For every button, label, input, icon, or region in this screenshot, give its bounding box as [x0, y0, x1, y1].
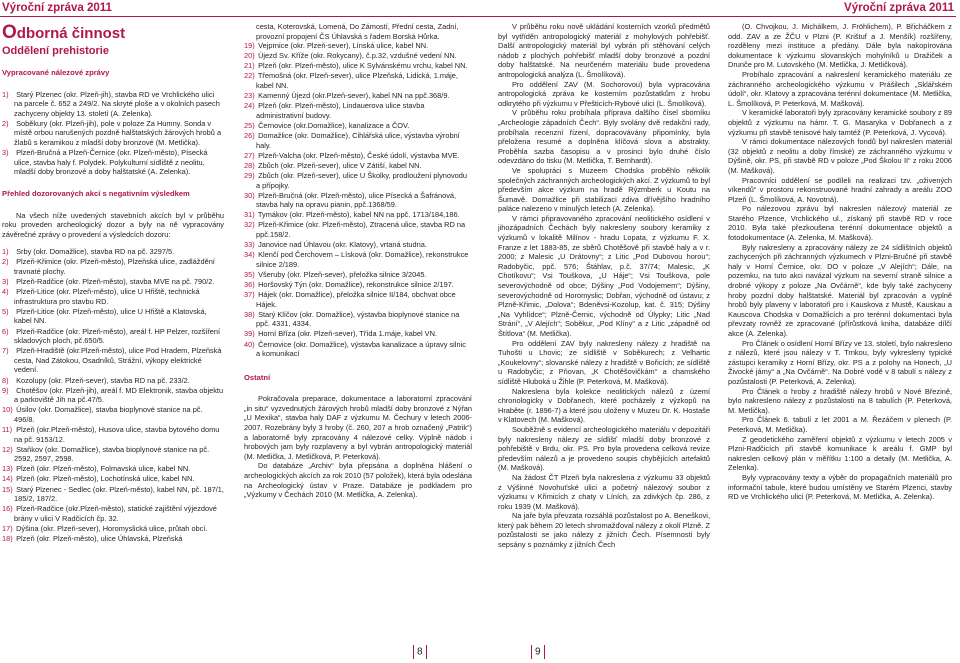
list-item — [2, 307, 224, 326]
list-item — [2, 504, 224, 523]
list-item — [2, 148, 224, 177]
column-2 — [244, 22, 472, 656]
section-heading: Vypracované nálezové zprávy — [2, 68, 110, 77]
list-item — [244, 71, 472, 90]
list-item — [244, 191, 472, 210]
list-item — [2, 277, 224, 287]
list-item — [244, 220, 472, 239]
paragraph: Pro oddělení ZAV (M. Sochorovou) byla vypracována antropologická zpráva ke kosterním pozůstatkům z hrobu odkrytého při výzkumu v Přešticích-Rybové ulici (L. Šmolíková). — [498, 79, 710, 108]
list-text: Třemošná (okr. Plzeň-sever), ulice Plzeňská, Lidická, 1.máje, kabel NN. — [256, 71, 458, 91]
paragraph: Na jaře byla převzata rozsáhlá pozůstalost po A. Beneškovi, který pak během 20 letech shromažďoval nálezy z okolí Plzně. Z pozůstalosti se jako nálezy z jižních Čech. Písemnosti byly sepsány s poznámky z jižních Čech — [498, 511, 710, 550]
list-number: 27) — [244, 150, 255, 160]
list-item — [244, 101, 472, 120]
paragraph: Do databáze „Archiv“ byla přepsána a doplněna hlášení o archeologických akcích za rok 2010 (57 položek), která byla odeslána na Archeologický ústav v Praze. Databáze je podkladem pro „Výzkumy v Čechách 2010 (M. Metlička, A. Zelenka). — [244, 461, 472, 500]
list-number: 30) — [244, 190, 255, 200]
list-item — [2, 405, 224, 424]
list-number: 31) — [244, 210, 255, 220]
list-number: 7) — [2, 346, 9, 356]
list-item — [244, 250, 472, 269]
list-item — [244, 51, 472, 61]
list-number: 3) — [2, 277, 9, 287]
list-item — [244, 210, 472, 220]
paragraph: Souběžně s evidencí archeologického materiálu v depozitáři byly nakresleny nálezy ze sídlišť mladší doby bronzové z pohřebiště v Brdu, okr. PS. Pro byla provedena celková revize především nálezů a je provedeno soupis chybějících artefaktů (M. Mašková). — [498, 424, 710, 473]
list-number: 29) — [244, 170, 255, 180]
list-text: Plzeň (okr. Plzeň-město), ulice K Sylvánskému vrchu, kabel NN. — [258, 61, 468, 71]
list-text: Úsilov (okr. Domažlice), stavba bioplynové stanice na pč. 496/8. — [14, 405, 203, 424]
list-item — [2, 445, 224, 464]
list-number: 8) — [2, 375, 9, 385]
list-item — [2, 386, 224, 405]
list-item — [2, 287, 224, 306]
list-item — [244, 131, 472, 150]
list-number: 26) — [244, 131, 255, 141]
list-item — [2, 257, 224, 276]
paragraph: Na žádost ČT Plzeň byla nakreslena z výzkumu 33 objektů z Výšinné Novohuťské ulici a početný nálezový soubor z výzkumu v Křimicích z chaty v Líních, za zdivkých čp. 286, z roku 1939 (M. Mašková). — [498, 472, 710, 511]
list-item — [2, 327, 224, 346]
list-number: 25) — [244, 120, 255, 130]
list-text: Srby (okr. Domažlice), stavba RD na pč. 3297/5. — [16, 247, 175, 257]
list-text: Plzeň-Radčice (okr.Plzeň-město), statické zajištění výjezdové brány v ulici V Radčicích čp. 32. — [14, 504, 217, 523]
paragraph: Ve spolupráci s Muzeem Chodska proběhlo několik společných záchranných archeologických akcí. Z výzkumů to byl především akce výzkum na hradě Rýzmberk u Koutu na Šumavě. Domažlice při stabilizaci zdiva dřívějšího hradního paláce nalezeno v minulých letech (A. Zelenka). — [498, 165, 710, 214]
list-number: 12) — [2, 444, 13, 454]
list-number: 40) — [244, 339, 255, 349]
list-number: 4) — [2, 287, 9, 297]
paragraph: V keramické laboratoři byly zpracovány keramické soubory z 89 objektů z výzkumu na hámr. T. G. Masaryka v Dobřanech a z výzkumu při stavbě tenisové haly tamtéž (P. Peterková, J. Vycová). — [728, 108, 952, 137]
list-text: Plzeň-Litice (okr. Plzeň-město), ulice U Hřiště a Klatovská, kabel NN. — [14, 306, 207, 326]
list-number: 2) — [2, 118, 9, 128]
page-number: 9 — [528, 645, 548, 659]
list-number: 33) — [244, 240, 255, 250]
list-item — [2, 524, 224, 534]
list-text: Újezd Sv. Kříže (okr. Rokycany), č.p.32, vzdušné vedení NN. — [258, 51, 457, 61]
list-item — [2, 464, 224, 474]
department-title: Oddělení prehistorie — [2, 45, 109, 57]
list-item — [2, 425, 224, 444]
list-number: 28) — [244, 160, 255, 170]
list-number: 18) — [2, 534, 13, 544]
list-text: Plzeň-Radčice (okr. Plzeň-město), areál f. HP Pelzer, rozšíření skladových ploch, pč.650/5. — [14, 326, 221, 346]
list-item — [244, 151, 472, 161]
list-item — [244, 290, 472, 309]
list-text: Horšovský Týn (okr. Domažlice), rekonstrukce silnice 2/197. — [258, 279, 454, 289]
section-heading: Přehled dozorovaných akcí s negativním výsledkem — [2, 188, 190, 198]
paragraph: Pokračovala preparace, dokumentace a laboratorní zpracování „in situ“ vyzvednutých žárových hrobů mladší doby bronzové z Nýřan „U Mexika“, stavba haly DAF z výzkumu M. Čechury v letech 2006-2007. Rozebrány byly 3 hroby (č. 260, 207 a hrob označený „Patrik“) a laboratorně byly zpracovány 4 nálezové celky. Výplně nádob i hrobových jam byly rozplaveny a byl vybrán antropologický materiál (M. Metlička, J. Metličková, P. Peterková). — [244, 394, 472, 461]
list-item — [2, 534, 224, 544]
report-list — [2, 90, 224, 177]
list-number: 23) — [244, 91, 255, 101]
list-number: 14) — [2, 474, 13, 484]
list-item — [2, 376, 224, 386]
column-4 — [728, 22, 952, 656]
list-item — [2, 474, 224, 484]
list-text: Vejprnice (okr. Plzeň-sever), Línská ulice, kabel NN. — [258, 41, 429, 51]
list-item — [244, 161, 472, 171]
column-1 — [2, 24, 224, 658]
list-item — [244, 310, 472, 329]
list-number: 2) — [2, 257, 9, 267]
list-item — [244, 91, 472, 101]
list-text: Tymákov (okr. Plzeň-město), kabel NN na ppč. 1713/184,186. — [257, 210, 460, 220]
running-header: Výroční zpráva 2011 — [2, 2, 112, 14]
list-item — [2, 346, 224, 375]
paragraph: Byly nakresleny a zpracovány nálezy ze 24 sídlištních objektů zachycených při záchranných výzkumech v Plzni-Bručné při stavbě haly v Horní Černice, okr. DO v poloze „V Alejích“; Dále, na pozemku, na tuto akci navázal výzkum na severní straně silnice a drobné výkopy z poloze „Na Ovčárně“, kde byly také zachyceny hroby pozdní doby halštatské. Materiál byl zpracován a vyplně hrobů byly plaveny v laboratoři pro i Kauskova z Mustě, Kauskau a Kauscova Chodska v Domažlicích a pro terénní dokumentaci byla převzaty rovněž ze zpracované (přírůstková kniha, databáze dílčí akce (A. Zelenka). — [728, 242, 952, 338]
paragraph: Probíhalo zpracování a nakreslení keramického materiálu ze záchranného archeologického výzkumu v Prášilech „Sklářském údolí“, okr. Klatovy a zpracována terénní dokumentace (M. Metlička, L. Šmolíková, P. Peterková, M. Mašková). — [728, 69, 952, 108]
list-text: Soběkury (okr. Plzeň-jih), pole v poloze Za Humny. Sonda v místě orbou narušených pozdně halštatských žárových hrobů a žlabů s keramikou z mladší doby bronzové (M. Metlička). — [14, 118, 222, 148]
list-text: Plzeň-Bručná a Plzeň-Černice (okr. Plzeň-město), Písecká ulice, stavba haly f. Polydek. Polykulturní sídliště z neolitu, mladší doby bronzové a doby halštatské (A. Zelenka). — [14, 148, 208, 177]
running-header: Výroční zpráva 2011 — [844, 2, 954, 14]
list-number: 13) — [2, 464, 13, 474]
paragraph: Na všech níže uvedených stavebních akcích byl v průběhu roku proveden archeologický dozor a byly na ně vypracovány závěrečné zprávy o provedení a výsledcích dozoru: — [2, 210, 224, 239]
list-item — [244, 280, 472, 290]
list-text: Staňkov (okr. Domažlice), stavba bioplynové stanice na pč. 2592, 2597, 2598. — [14, 444, 210, 464]
list-number: 17) — [2, 523, 13, 533]
list-text: Starý Klíčov (okr. Domažlice), výstavba bioplynové stanice na ppč. 4331, 4334. — [256, 309, 460, 329]
paragraph: Nakreslena byla kolekce neolitických nálezů z území chronologicky v Dobřanech, které pocházely z výzkopů na Hraběte (r. 1896-7) a které jsou uloženy v Muzeu Dr. K. Hostaše v Klatovech (M. Mašková). — [498, 386, 710, 425]
list-item — [244, 340, 472, 359]
page-title: Odborná činnost — [2, 24, 126, 43]
list-text: Plzeň-Křimice (okr. Plzeň-město), Plzeňská ulice, zadláždění travnaté plochy. — [14, 257, 215, 276]
header-rule — [480, 16, 956, 17]
list-text: Plzeň-Hradiště (okr.Plzeň-město), ulice Pod Hradem, Plzeňská cesta, Nad Zátokou, Osadníků, Strážní, výkopy elektrické vedení. — [14, 346, 222, 375]
list-item — [244, 270, 472, 280]
list-text: Černovice (okr. Domažlice), výstavba kanalizace a úpravy silnic a komunikací — [256, 339, 466, 359]
list-text: Plzeň (okr. Plzeň-město), Folmavská ulice, kabel NN. — [16, 464, 191, 474]
right-page — [480, 0, 960, 663]
list-text: Plzeň (okr. Plzeň-město), Lochotínská ulice, kabel NN. — [16, 474, 195, 484]
list-item — [244, 121, 472, 131]
paragraph: V průběhu roku nově ukládání kosterních vzorků předmětů byl vytříděn antropologický materiál z mohylových pohřebišť. Další antropologický materiál byl vybrán při stěhování celých nádob z plochých pohřebišť mladší doby bronzové a pozdní doby halštatské. Na neurčeném materiálu bude provedena antropologická analýza (L. Šmolíková). — [498, 22, 710, 79]
page-number: 8 — [410, 645, 430, 659]
list-number: 32) — [244, 220, 255, 230]
paragraph: (O. Chvojkou, J. Michálkem, J. Fröhlichem), P. Břicháčkem z odd. ZAV a ze ŽČU v Plzni (P. Krištuf a J. Menšík) rozšířeny, rozděleny mezi instituce a předány. Dále byla nakopírována dokumentace k výzkumu slovanských mohylníků u Dražiček a Drunče pro M. Lutovského (M. Metlička, J. Metličková). — [728, 22, 952, 70]
paragraph: Pro Článek 6. tabulí z let 2001 a M. Řezáčem v plenech (P. Peterková, M. Metlička). — [728, 415, 952, 434]
list-text: Plzeň-Bručná (okr. Plzeň-město), ulice Písecká a Šafránová, stavba haly na opravu pianin, ppč.1368/59. — [256, 190, 457, 210]
list-number: 21) — [244, 61, 255, 71]
list-item — [2, 247, 224, 257]
list-text: Klenčí pod Čerchovem – Lísková (okr. Domažlice), rekonstrukce silnice 2/189. — [256, 250, 469, 269]
column-3 — [498, 22, 710, 656]
list-number: 24) — [244, 101, 255, 111]
list-text: Domažlice (okr. Domažlice), Cihlářská ulice, výstavba výrobní haly. — [256, 131, 460, 150]
list-item — [244, 329, 472, 339]
paragraph: Byly vypracovány texty a výběr do propagačních materiálů pro informační tabule, které budou umístěny ve Starém Plzenci, stavby RD ve Vrchlického ulici (P. Peterková, M. Metlička, A. Zelenka). — [728, 472, 952, 502]
list-text: Černovice (okr.Domažlice), kanalizace a ČOV. — [258, 120, 410, 130]
paragraph: Po nálezovou zprávu byl nakreslen nálezový materiál ze Starého Plzence, Vrchlického ul., získaný při stavbě RD v roce 2010. Byla také přezkoušena terénní dokumentace objektů a fotodokumentace (A. Zelenka, M. Mašková). — [728, 204, 952, 243]
list-number: 22) — [244, 71, 255, 81]
list-number: 1) — [2, 247, 9, 257]
list-text: Starý Plzenec - Sedlec (okr. Plzeň-město), kabel NN, pč. 187/1, 185/2, 187/2. — [14, 484, 224, 504]
header-rule — [0, 16, 480, 17]
list-text: Janovice nad Úhlavou (okr. Klatovy), vrtaná studna. — [258, 240, 427, 250]
list-item — [244, 171, 472, 190]
list-item — [244, 240, 472, 250]
list-number: 38) — [244, 309, 255, 319]
paragraph: Pro Článek o hroby z hradiště nálezy hrobů v Nové Březině, bylo nakresleno nálezy z pozůstalosti na 8 tabulích (P. Peterková, M. Metlička). — [728, 386, 952, 415]
list-text: Všeruby (okr. Plzeň-sever), přeložka silnice 3/2045. — [258, 269, 427, 279]
list-text: Plzeň-Radčice (okr. Plzeň-město), stavba MVE na pč. 790/2. — [16, 277, 215, 287]
list-text: Hájek (okr. Domažlice), přeložka silnice II/184, obchvat obce Hájek. — [256, 290, 456, 309]
list-number: 9) — [2, 385, 9, 395]
list-text: Plzeň (okr. Plzeň-město), ulice Úhlavská, Plzeňská — [16, 534, 183, 544]
supervision-list — [2, 247, 224, 543]
list-number: 5) — [2, 306, 9, 316]
list-item — [2, 485, 224, 504]
list-number: 34) — [244, 250, 255, 260]
list-continuation: cesta, Koterovská, Lomená, Do Zámostí, Přední cesta, Zadní, provozní propojení ČS Úhlavská s řadem Borská Hůrka. — [256, 22, 459, 41]
list-text: Horní Bříza (okr. Plzeň-sever), Třída 1.máje, kabel VN. — [258, 329, 438, 339]
list-text: Zbůch (okr. Plzeň-sever), ulice U Školky, prodloužení plynovodu a přípojky. — [256, 170, 468, 190]
list-number: 6) — [2, 326, 9, 336]
list-text: Chotěšov (okr. Plzeň-jih), areál f. MD Elektronik, stavba objektu a parkoviště Jih na pč.47/5. — [14, 385, 224, 405]
list-text: Plzeň (okr. Plzeň-město), Lindauerova ulice stavba administrativní budovy. — [256, 101, 425, 120]
paragraph: Pro Článek o osídlení Horní Břízy ve 13. století, bylo nakresleno z nálezů, které jsou nálezy v T. Trnkou, byly vykresleny typické zástupci keramiky z Horní Břízy, okr. PS a z polohy na Honech, „U Živocké jámy“ a „Na Ovčárně“. Na Dobré vodě v 8 tabulí s nálezy z pozůstalosti (P. Peterková, A. Zelenka). — [728, 338, 952, 386]
paragraph: V průběhu roku probíhala příprava dalšího čísel sborníku „Archeologie západních Čech“. Byly svolány dvě redakční rady, probíhala recenzní řízení, dopracovávány připomínky, byla přeložena resumé a doplněna klíčová slova a abstrakty. Proběhla sazba časopisu a v prosinci bylo druhé číslo odevzdáno do tisku (M. Metlička, T. Bernhardt). — [498, 108, 710, 166]
list-number: 36) — [244, 279, 255, 289]
list-number: 35) — [244, 269, 255, 279]
list-text: Kamenný Újezd (okr.Plzeň-sever), kabel NN na ppč.368/9. — [258, 91, 450, 101]
list-number: 16) — [2, 504, 13, 514]
section-heading: Ostatní — [244, 372, 271, 382]
list-item — [2, 90, 224, 119]
list-text: Zbůch (okr. Plzeň-sever), ulice V Zátiší, kabel NN. — [258, 160, 422, 170]
list-item — [2, 119, 224, 148]
paragraph: Pracovníci oddělení se podíleli na realizaci tzv. „oživených víkendů“ v prostoru rekonstruované hradní zahrady a areálu ZOO Plzeň (L. Šmolíková, A. Novotná). — [728, 175, 952, 204]
paragraph: V rámci dokumentace nálezových fondů byl nakreslen materiál (32 objektů z neolitu a doby římské) ze záchranného výzkumu v Dýšině, okr. PS, při stavbě RD v poloze „Pod Školou II“ z roku 2006 (M. Mašková). — [728, 137, 952, 175]
list-number: 20) — [244, 51, 255, 61]
list-text: Plzeň-Křimice (okr. Plzeň-město), Ztracená ulice, stavba RD na ppč.158/2. — [256, 220, 466, 239]
paragraph: Pro oddělení ZAV byly nakresleny nálezy z hradiště na Tuhošti u Lhovic; ze sídliště v Soběkurech; z Velhartic „Koukelovny“; slovanské nálezy z hradiště v Bořicích; ze sídliště u Radobyčic; z Pňovan, „K Chotěšovičkám“ a chamského sídliště Hluboká u Žihle (P. Peterková, M. Mašková). — [498, 338, 710, 386]
list-number: 10) — [2, 405, 13, 415]
list-number: 11) — [2, 425, 13, 434]
list-number: 37) — [244, 290, 255, 300]
list-text: Kozolupy (okr. Plzeň-sever), stavba RD na pč. 233/2. — [16, 375, 190, 385]
list-number: 19) — [244, 41, 255, 51]
list-text: Dýšina (okr. Plzeň-sever), Horomyslická ulice, průtah obcí. — [16, 523, 208, 533]
list-text: Starý Plzenec (okr. Plzeň-jih), stavba RD ve Vrchlického ulici na parcele č. 652 a 249/2. Na skryté ploše a v okolních pasech zachyceny objekty 13. století (A. Zelenka). — [14, 89, 220, 118]
list-item — [244, 41, 472, 51]
paragraph: V rámci připravovaného zpracování neolitického osídlení v jihozápadních Čechách byly nakresleny soubory keramiky z výzkumů v lokalitě Milínov - hradu Lopata, z výzkumu F. X. Franze z let 1883-85, ze sběrů Chotěšově při stavbě haly a v r. 2000; z Malesic „U Drátovny“; z Litic „Pod Dubovou horou“; Radobyčic, ppč. 576; Štáhlav, p.č. 37/74; Malesic, „K Chotíkovu“; Vsi Touškova, „U Háje“; Vsi Touškova, pole severovýchodně od obce; Dýšiny „Pod Vodojemem“; Dýšiny, severovýchodně od Horomyslic; Dobřan, východně od ústavu; z Plzně-Křimic, „Dolova“; Bdeněvsi-Kozolup, kat. č. 315; Dýšiny „Na Vyhlídce“; Plzně-Černic, východně od Úlypky; Litic „Nad Strání“, „V Alejích“; Soběkur, „Pod Klíny“ a z Litic „západně od Štítlova“ (M. Metlička). — [498, 213, 710, 338]
paragraph: Z geodetického zaměření objektů z výzkumu v letech 2005 v Plzni-Radčicích při stavbě komunikace k areálu f. GMP byl nakreslen celkový plán v měřítku 1:100 a detaily (M. Metlička, A. Zelenka). — [728, 434, 952, 473]
list-text: Plzeň (okr.Plzeň-město), Husova ulice, stavba bytového domu na pč. 9153/12. — [14, 425, 220, 444]
list-text: Plzeň-Valcha (okr. Plzeň-město), České údolí, výstavba MVE. — [258, 150, 460, 160]
list-number: 15) — [2, 484, 13, 494]
list-item — [244, 61, 472, 71]
supervision-list-continued — [244, 41, 472, 359]
list-number: 3) — [2, 148, 9, 158]
list-number: 39) — [244, 329, 255, 339]
list-text: Plzeň-Litice (okr. Plzeň-město), ulice U Hřiště, technická infrastruktura pro stavbu RD. — [14, 287, 200, 306]
list-number: 1) — [2, 89, 9, 99]
